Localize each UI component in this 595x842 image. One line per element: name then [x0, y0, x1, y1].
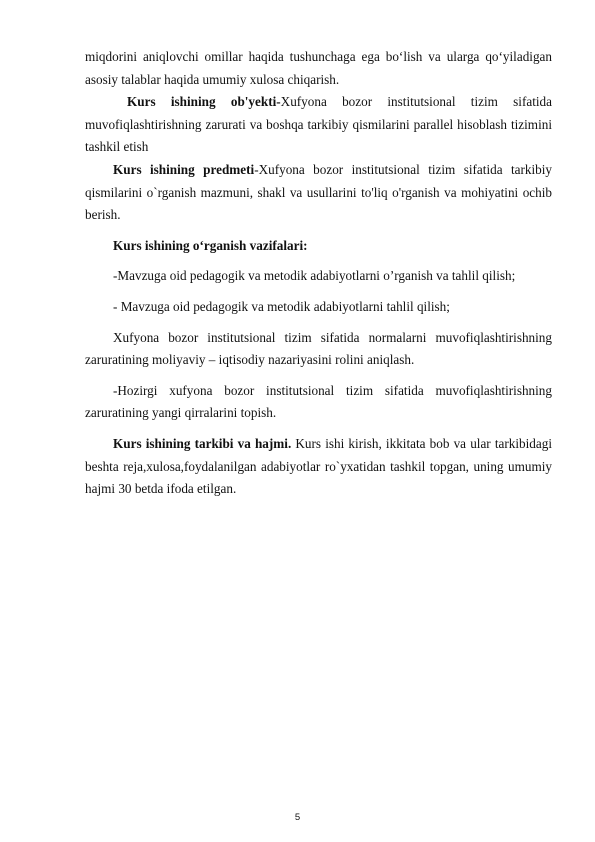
subject-paragraph	[85, 159, 552, 227]
subject-label: Kurs ishining predmeti	[113, 161, 255, 177]
task-item: -Mavzuga oid pedagogik va metodik adabiyotlarni o’rganish va tahlil qilish;	[113, 268, 516, 284]
structure-text: Kurs ishi kirish, ikkitata bob va ular tarkibidagi beshta reja,xulosa,foydalanilgan adabiyotlar ro`yxatidan tashkil topgan, uning umumiy hajmi 30 betda ifoda etilgan.	[85, 435, 552, 497]
task-item: -Hozirgi xufyona bozor institutsional tizim sifatida muvofiqlashtirishning zaruratining yangi qirralarini topish.	[85, 382, 552, 421]
object-paragraph	[85, 91, 552, 159]
page-number: 5	[294, 812, 301, 823]
object-text: Xufyona bozor institutsional tizim sifatida muvofiqlashtirishning zarurati va boshqa tarkibiy qismilarini parallel hisoblash tizimini tashkil etish	[85, 94, 552, 155]
task-item: - Mavzuga oid pedagogik va metodik adabiyotlarni tahlil qilish;	[113, 298, 450, 314]
object-label: Kurs ishining ob'yekti-	[127, 94, 281, 110]
intro-paragraph: miqdorini aniqlovchi omillar haqida tushunchaga ega boʻlish va ularga qoʻyiladigan asosiy talablar haqida umumiy xulosa chiqarish.	[85, 49, 552, 87]
tasks-heading: Kurs ishining o‘rganish vazifalari:	[113, 237, 308, 253]
task-item: Xufyona bozor institutsional tizim sifatida normalarni muvofiqlashtirishning zaruratining moliyaviy – iqtisodiy nazariyasini rolini aniqlash.	[85, 329, 552, 368]
document-body	[85, 46, 552, 501]
structure-paragraph	[85, 433, 552, 501]
subject-text: -Xufyona bozor institutsional tizim sifatida tarkibiy qismilarini o`rganish mazmuni, shakl va usullarini to'liq o'rganish va mohiyatini ochib berish.	[85, 161, 553, 223]
structure-label: Kurs ishining tarkibi va hajmi.	[113, 435, 292, 451]
